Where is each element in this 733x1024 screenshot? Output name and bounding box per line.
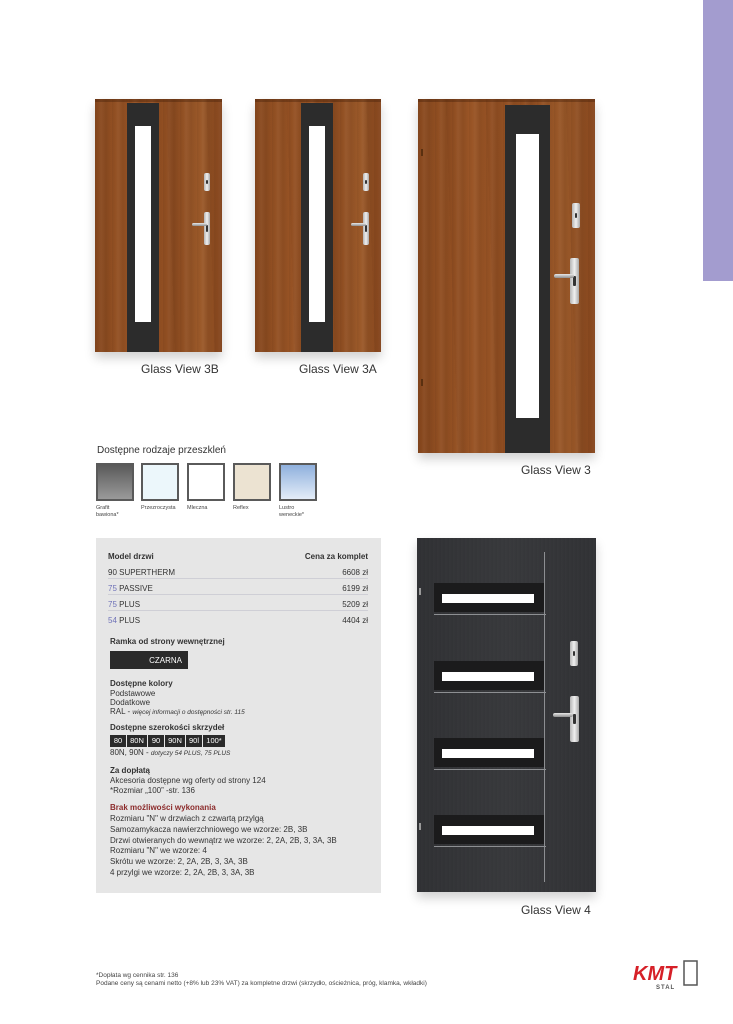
glass-types-title: Dostępne rodzaje przeszkleń: [97, 445, 226, 456]
width-option: 90l: [186, 735, 202, 747]
model-number: 90: [108, 568, 117, 577]
extra-title: Za dopłatą: [110, 766, 151, 775]
door-window: [434, 738, 544, 767]
door-glass-view-3a: [255, 99, 381, 352]
glass-swatch-graphite: [96, 463, 134, 501]
door-lock-lower: [570, 696, 579, 742]
door-glass-view-3: [418, 99, 595, 453]
door-caption: Glass View 3: [521, 463, 591, 477]
door-hinge: [421, 149, 423, 156]
door-caption: Glass View 3A: [299, 362, 377, 376]
door-glass: [442, 826, 534, 835]
footnote: Podane ceny są cenami netto (+8% lub 23% VAT) za kompletne drzwi (skrzydło, ościeżnica, próg, klamka, wkładki): [96, 980, 427, 987]
door-frame-line: [95, 99, 222, 102]
width-option: 80N: [127, 735, 147, 747]
door-hinge: [419, 823, 421, 830]
not-possible-title: Brak możliwości wykonania: [110, 803, 216, 812]
width-option: 90: [148, 735, 164, 747]
door-hinge: [421, 379, 423, 386]
frame-title: Ramka od strony wewnętrznej: [110, 637, 225, 646]
door-handle: [553, 713, 573, 717]
model-number: 54: [108, 616, 117, 625]
not-possible-line: Rozmiaru "N" we wzorze: 4: [110, 846, 207, 855]
kmt-logo-graphic: [632, 960, 698, 990]
door-lock-upper: [570, 641, 578, 666]
price-row: [108, 596, 368, 611]
glass-swatch-label: Mleczna: [187, 505, 208, 511]
not-possible-line: Samozamykacza nawierzchniowego we wzorze: 2B, 3B: [110, 825, 308, 834]
extra-line: *Rozmiar „100” -str. 136: [110, 786, 195, 795]
model-price: 6608 zł: [342, 568, 368, 577]
door-glass: [516, 134, 539, 418]
glass-swatch-venetian-mirror: [279, 463, 317, 501]
not-possible-line: Rozmiaru "N" w drzwiach z czwartą przylgą: [110, 814, 264, 823]
model-price: 4404 zł: [342, 616, 368, 625]
column-price: Cena za komplet: [304, 552, 368, 561]
width-option: 100*: [203, 735, 225, 747]
logo-sub-text: STAL: [656, 985, 676, 990]
door-horizontal-groove: [434, 614, 546, 615]
price-table-header: [108, 552, 368, 561]
door-horizontal-groove: [434, 692, 546, 693]
footnote: *Dopłata wg cennika str. 136: [96, 972, 179, 979]
frame-color-badge: CZARNA: [110, 651, 188, 669]
door-lock-lower: [363, 212, 369, 245]
colors-ral-line: [110, 707, 245, 716]
column-model: Model drzwi: [108, 552, 154, 561]
glass-swatch-label: Grafit bawiona*: [96, 505, 119, 518]
glass-swatch-clear: [141, 463, 179, 501]
not-possible-line: Drzwi otwieranych do wewnątrz we wzorze: 2, 2A, 2B, 3, 3A, 3B: [110, 836, 337, 845]
model-name: PLUS: [116, 616, 141, 625]
door-window: [434, 583, 544, 612]
glass-swatch-reflex: [233, 463, 271, 501]
logo-main-text: KMT: [633, 963, 677, 985]
model-number: 75: [108, 584, 117, 593]
widths-list: [110, 735, 226, 747]
ral-note: więcej informacji o dostępności str. 115: [132, 709, 245, 716]
glass-swatch-label: Reflex: [233, 505, 249, 511]
door-glass: [442, 672, 534, 681]
width-option: 90N: [165, 735, 185, 747]
price-row: [108, 564, 368, 579]
width-option: 80: [110, 735, 126, 747]
model-number: 75: [108, 600, 117, 609]
door-frame-line: [418, 99, 595, 102]
door-glass-strip: [127, 103, 159, 352]
model-name: SUPERTHERM: [116, 568, 175, 577]
glass-swatch-milky: [187, 463, 225, 501]
model-name: PASSIVE: [116, 584, 153, 593]
widths-note-prefix: 80N, 90N -: [110, 748, 151, 757]
model-name: PLUS: [116, 600, 141, 609]
door-horizontal-groove: [434, 846, 546, 847]
glass-swatch-label: Lustro weneckie*: [279, 505, 305, 518]
extra-line: Akcesoria dostępne wg oferty od strony 124: [110, 776, 266, 785]
colors-title: Dostępne kolory: [110, 679, 173, 688]
door-glass: [442, 749, 534, 758]
door-handle: [351, 223, 366, 226]
price-row: [108, 612, 368, 627]
door-caption: Glass View 3B: [141, 362, 219, 376]
door-caption: Glass View 4: [521, 903, 591, 917]
door-hinge: [419, 588, 421, 595]
door-horizontal-groove: [434, 769, 546, 770]
door-handle: [554, 274, 574, 278]
door-lock-upper: [572, 203, 580, 228]
door-lock-upper: [363, 173, 369, 191]
widths-title: Dostępne szerokości skrzydeł: [110, 723, 225, 732]
model-price: 5209 zł: [342, 600, 368, 609]
widths-note: [110, 748, 230, 757]
colors-line: Podstawowe: [110, 689, 156, 698]
door-glass-strip: [301, 103, 333, 352]
kmt-stal-logo: [632, 960, 698, 990]
glass-swatch-label: Przezroczysta: [141, 505, 176, 511]
door-window: [434, 661, 544, 690]
door-vertical-groove: [544, 552, 545, 882]
model-price: 6199 zł: [342, 584, 368, 593]
not-possible-line: 4 przylgi we wzorze: 2, 2A, 2B, 3, 3A, 3B: [110, 868, 255, 877]
price-row: [108, 580, 368, 595]
door-lock-lower: [204, 212, 210, 245]
door-frame-line: [255, 99, 381, 102]
widths-note-text: dotyczy 54 PLUS, 75 PLUS: [150, 750, 231, 757]
side-tab: [703, 0, 733, 281]
door-lock-lower: [570, 258, 579, 304]
door-handle: [192, 223, 207, 226]
door-glass-view-3b: [95, 99, 222, 352]
colors-line: Dodatkowe: [110, 698, 151, 707]
door-glass-view-4: [417, 538, 596, 892]
ral-prefix: RAL -: [110, 707, 133, 716]
door-glass: [135, 126, 151, 322]
not-possible-line: Skrótu we wzorze: 2, 2A, 2B, 3, 3A, 3B: [110, 857, 248, 866]
door-window: [434, 815, 544, 844]
door-glass: [309, 126, 325, 322]
door-glass: [442, 594, 534, 603]
door-glass-strip: [505, 105, 550, 453]
door-lock-upper: [204, 173, 210, 191]
